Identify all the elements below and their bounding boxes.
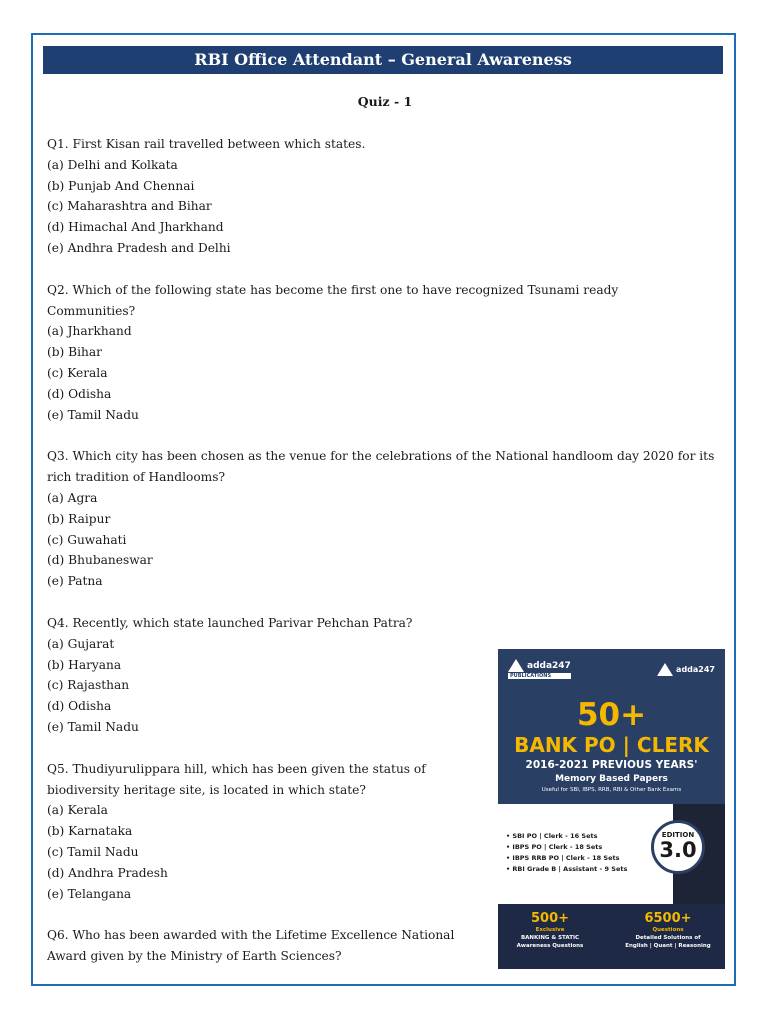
option: (b) Raipur xyxy=(47,511,111,526)
stat-line: Exclusive xyxy=(535,927,565,933)
adda-triangle-icon xyxy=(508,659,524,672)
book-big-count: 50+ xyxy=(576,697,647,733)
book-stat-right xyxy=(618,911,718,950)
option: (e) Andhra Pradesh and Delhi xyxy=(47,240,231,255)
option: (a) Delhi and Kolkata xyxy=(47,157,178,172)
option: (e) Tamil Nadu xyxy=(47,407,139,422)
question-1 xyxy=(47,134,719,259)
book-years: 2016-2021 PREVIOUS YEARS' xyxy=(525,759,698,771)
question-text: Q4. Recently, which state launched Parivar Pehchan Patra? xyxy=(47,615,413,630)
question-text: Q3. Which city has been chosen as the venue for the celebrations of the National handloom day 2020 for its rich tradition of Handlooms? xyxy=(47,449,715,485)
option: (b) Punjab And Chennai xyxy=(47,178,195,193)
option: (e) Telangana xyxy=(47,886,132,901)
option: (b) Haryana xyxy=(47,657,122,672)
stat-line: Questions xyxy=(652,927,684,933)
option: (e) Tamil Nadu xyxy=(47,719,139,734)
book-title: BANK PO | CLERK xyxy=(514,733,709,757)
adda247-publications-logo xyxy=(508,659,571,679)
stat-line: English | Quant | Reasoning xyxy=(625,943,711,949)
set-item: • IBPS RRB PO | Clerk - 18 Sets xyxy=(506,854,620,862)
option: (e) Patna xyxy=(47,574,103,589)
book-stat-left xyxy=(510,911,590,950)
book-memory-label: Memory Based Papers xyxy=(555,774,668,784)
option: (b) Bihar xyxy=(47,345,102,360)
stat-number: 6500+ xyxy=(644,911,692,926)
question-text: Q1. First Kisan rail travelled between which states. xyxy=(47,137,366,151)
option: (d) Odisha xyxy=(47,699,112,714)
question-text: Q6. Who has been awarded with the Lifetime Excellence National Award given by the Ministry of Earth Sciences? xyxy=(47,928,455,964)
option: (c) Guwahati xyxy=(47,532,127,547)
quiz-title: Quiz - 1 xyxy=(357,94,413,109)
option: (d) Bhubaneswar xyxy=(47,553,153,568)
edition-value: 3.0 xyxy=(659,838,697,862)
option: (c) Tamil Nadu xyxy=(47,844,139,859)
question-2 xyxy=(47,280,719,426)
option: (d) Odisha xyxy=(47,386,112,401)
set-item: • RBI Grade B | Assistant - 9 Sets xyxy=(506,865,628,873)
stat-line: BANKING & STATIC xyxy=(520,935,580,941)
book-ad[interactable] xyxy=(498,649,725,969)
book-useful-for: Useful for SBI, IBPS, RRB, RBI & Other Bank Exams xyxy=(541,787,682,793)
question-text: Q2. Which of the following state has become the first one to have recognized Tsunami ready Communities? xyxy=(47,282,619,318)
book-set-list xyxy=(506,831,627,875)
edition-label: EDITION xyxy=(661,831,695,839)
question-3 xyxy=(47,446,719,592)
option: (c) Rajasthan xyxy=(47,678,130,693)
option: (a) Jharkhand xyxy=(47,324,132,339)
option: (c) Maharashtra and Bihar xyxy=(47,199,212,214)
brand-left-label: adda247 xyxy=(527,661,571,671)
option: (a) Gujarat xyxy=(47,636,115,651)
adda-triangle-icon xyxy=(657,663,673,676)
set-item: • SBI PO | Clerk - 16 Sets xyxy=(506,832,598,840)
adda247-logo xyxy=(657,663,715,676)
option: (a) Kerala xyxy=(47,803,108,818)
question-text: Q5. Thudiyurulippara hill, which has been given the status of biodiversity heritage site, is located in which state? xyxy=(47,761,426,797)
brand-right-label: adda247 xyxy=(676,665,715,674)
stat-number: 500+ xyxy=(530,911,570,926)
stat-line: Awareness Questions xyxy=(516,943,584,949)
brand-left-sub: PUBLICATIONS xyxy=(508,673,571,679)
page-header-banner: RBI Office Attendant – General Awareness xyxy=(43,46,723,74)
option: (d) Andhra Pradesh xyxy=(47,865,168,880)
option: (b) Karnataka xyxy=(47,824,133,839)
option: (a) Agra xyxy=(47,490,98,505)
set-item: • IBPS PO | Clerk - 18 Sets xyxy=(506,843,603,851)
option: (c) Kerala xyxy=(47,365,108,380)
option: (d) Himachal And Jharkhand xyxy=(47,220,224,235)
edition-badge xyxy=(651,820,705,874)
stat-line: Detailed Solutions of xyxy=(635,935,701,941)
